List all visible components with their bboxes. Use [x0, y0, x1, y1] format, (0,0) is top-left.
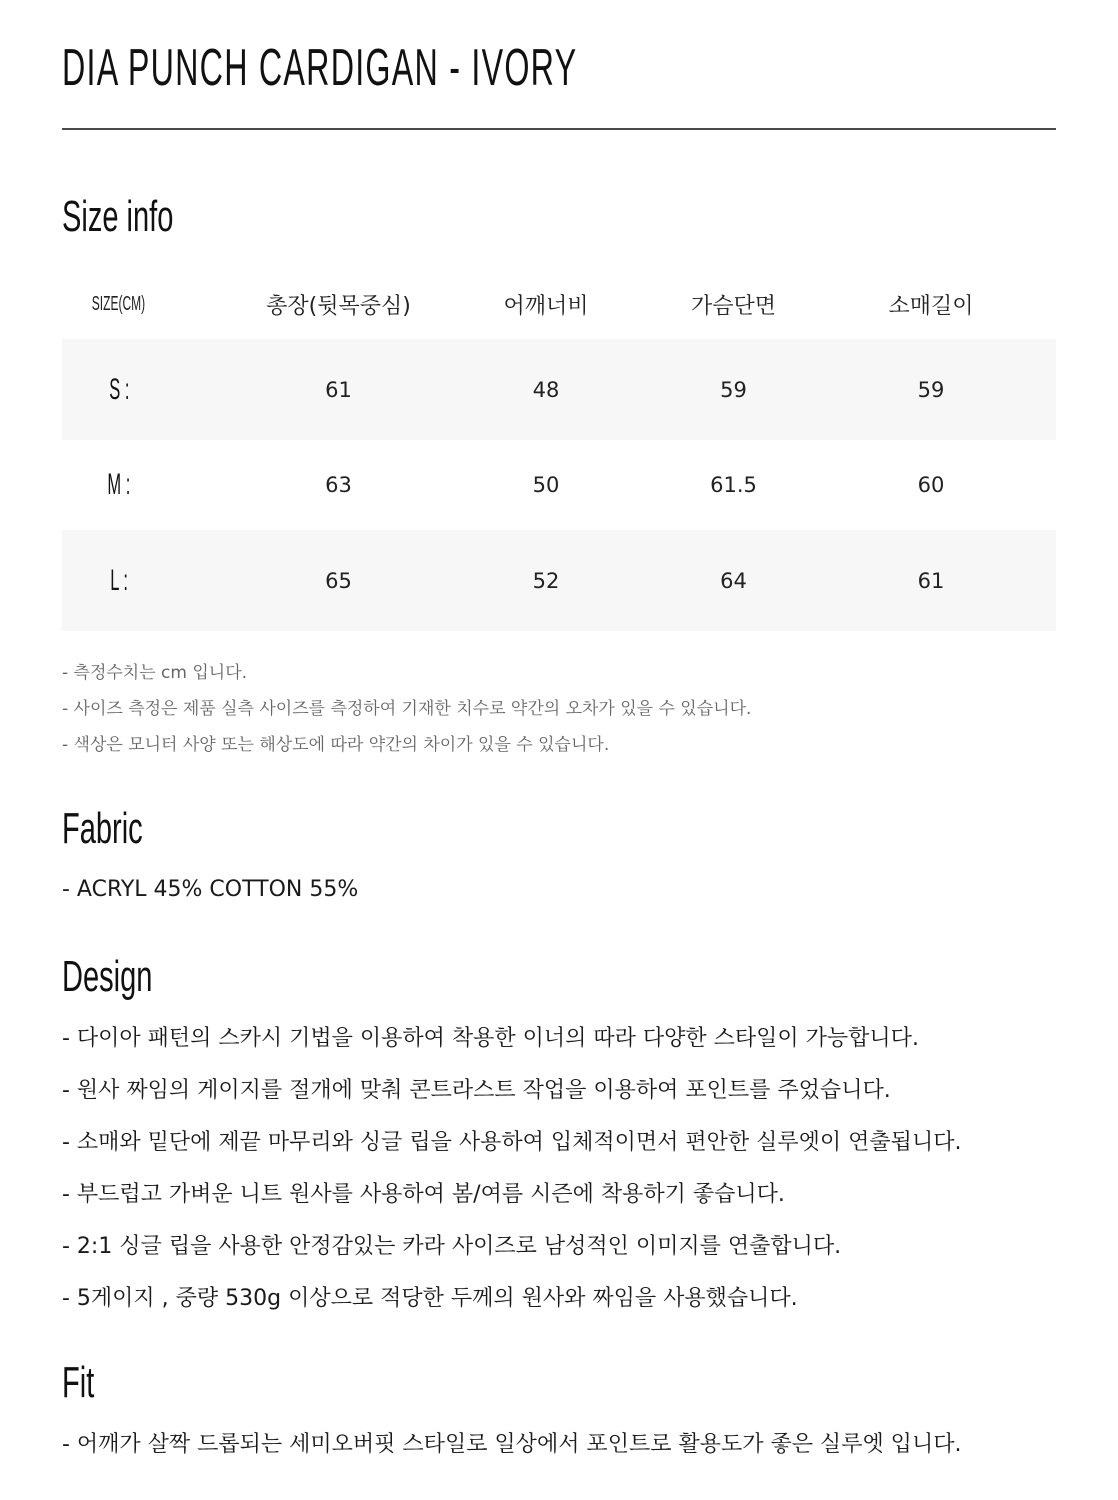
size-label: S :	[108, 372, 130, 406]
cell-shoulder: 50	[532, 473, 560, 497]
cell-length: 65	[325, 568, 352, 593]
design-line: - 다이아 패턴의 스카시 기법을 이용하여 착용한 이너의 따라 다양한 스타일이 가능합니다.	[62, 1026, 919, 1051]
size-note: - 사이즈 측정은 제품 실측 사이즈를 측정하여 기재한 치수로 약간의 오차가 있을 수 있습니다.	[62, 699, 752, 719]
fabric-content	[62, 864, 358, 916]
fit-heading: Fit	[62, 1358, 95, 1407]
column-header-size: SIZE(CM)	[91, 293, 145, 315]
cell-sleeve: 60	[917, 473, 945, 497]
column-header-shoulder: 어깨너비	[503, 294, 589, 319]
column-header-length: 총장(뒷목중심)	[266, 294, 411, 319]
size-info-heading: Size info	[62, 192, 174, 241]
product-title: DIA PUNCH CARDIGAN - IVORY	[62, 39, 578, 97]
design-line: - 2:1 싱글 립을 사용한 안정감있는 카라 사이즈로 남성적인 이미지를 연출합니다.	[62, 1234, 842, 1259]
design-line: - 소매와 밑단에 제끝 마무리와 싱글 립을 사용하여 입체적이면서 편안한 실루엣이 연출됩니다.	[62, 1130, 962, 1155]
cell-length: 61	[325, 377, 352, 402]
cell-chest: 61.5	[710, 473, 757, 497]
size-notes	[62, 655, 751, 763]
cell-shoulder: 48	[532, 377, 560, 402]
cell-chest: 64	[720, 568, 747, 593]
size-label: M :	[107, 468, 131, 501]
fabric-line: - ACRYL 45% COTTON 55%	[62, 877, 359, 902]
cell-shoulder: 52	[532, 568, 560, 593]
cell-length: 63	[325, 473, 352, 497]
design-line: - 부드럽고 가벼운 니트 원사를 사용하여 봄/여름 시즌에 착용하기 좋습니다.	[62, 1182, 785, 1207]
fabric-heading: Fabric	[62, 804, 143, 853]
size-label: L :	[110, 563, 128, 597]
column-header-chest: 가슴단면	[690, 294, 776, 319]
design-heading: Design	[62, 952, 153, 1001]
design-line: - 원사 짜임의 게이지를 절개에 맞춰 콘트라스트 작업을 이용하여 포인트를 주었습니다.	[62, 1078, 891, 1103]
fit-line: - 어깨가 살짝 드롭되는 세미오버핏 스타일로 일상에서 포인트로 활용도가 좋은 실루엣 입니다.	[62, 1432, 962, 1457]
cell-chest: 59	[720, 377, 747, 402]
title-divider	[62, 128, 1056, 130]
fit-content	[62, 1419, 961, 1471]
cell-sleeve: 61	[917, 568, 945, 593]
size-note: - 측정수치는 cm 입니다.	[62, 663, 248, 683]
size-table	[62, 270, 1056, 631]
table-row-s	[62, 339, 1056, 440]
table-row-m	[62, 440, 1056, 530]
cell-sleeve: 59	[917, 377, 945, 402]
size-note: - 색상은 모니터 사양 또는 해상도에 따라 약간의 차이가 있을 수 있습니다.	[62, 735, 610, 755]
design-content	[62, 1013, 961, 1325]
column-header-sleeve: 소매길이	[888, 294, 974, 319]
size-table-header	[62, 270, 1056, 339]
table-row-l	[62, 530, 1056, 631]
design-line: - 5게이지 , 중량 530g 이상으로 적당한 두께의 원사와 짜임을 사용했습니다.	[62, 1286, 798, 1311]
